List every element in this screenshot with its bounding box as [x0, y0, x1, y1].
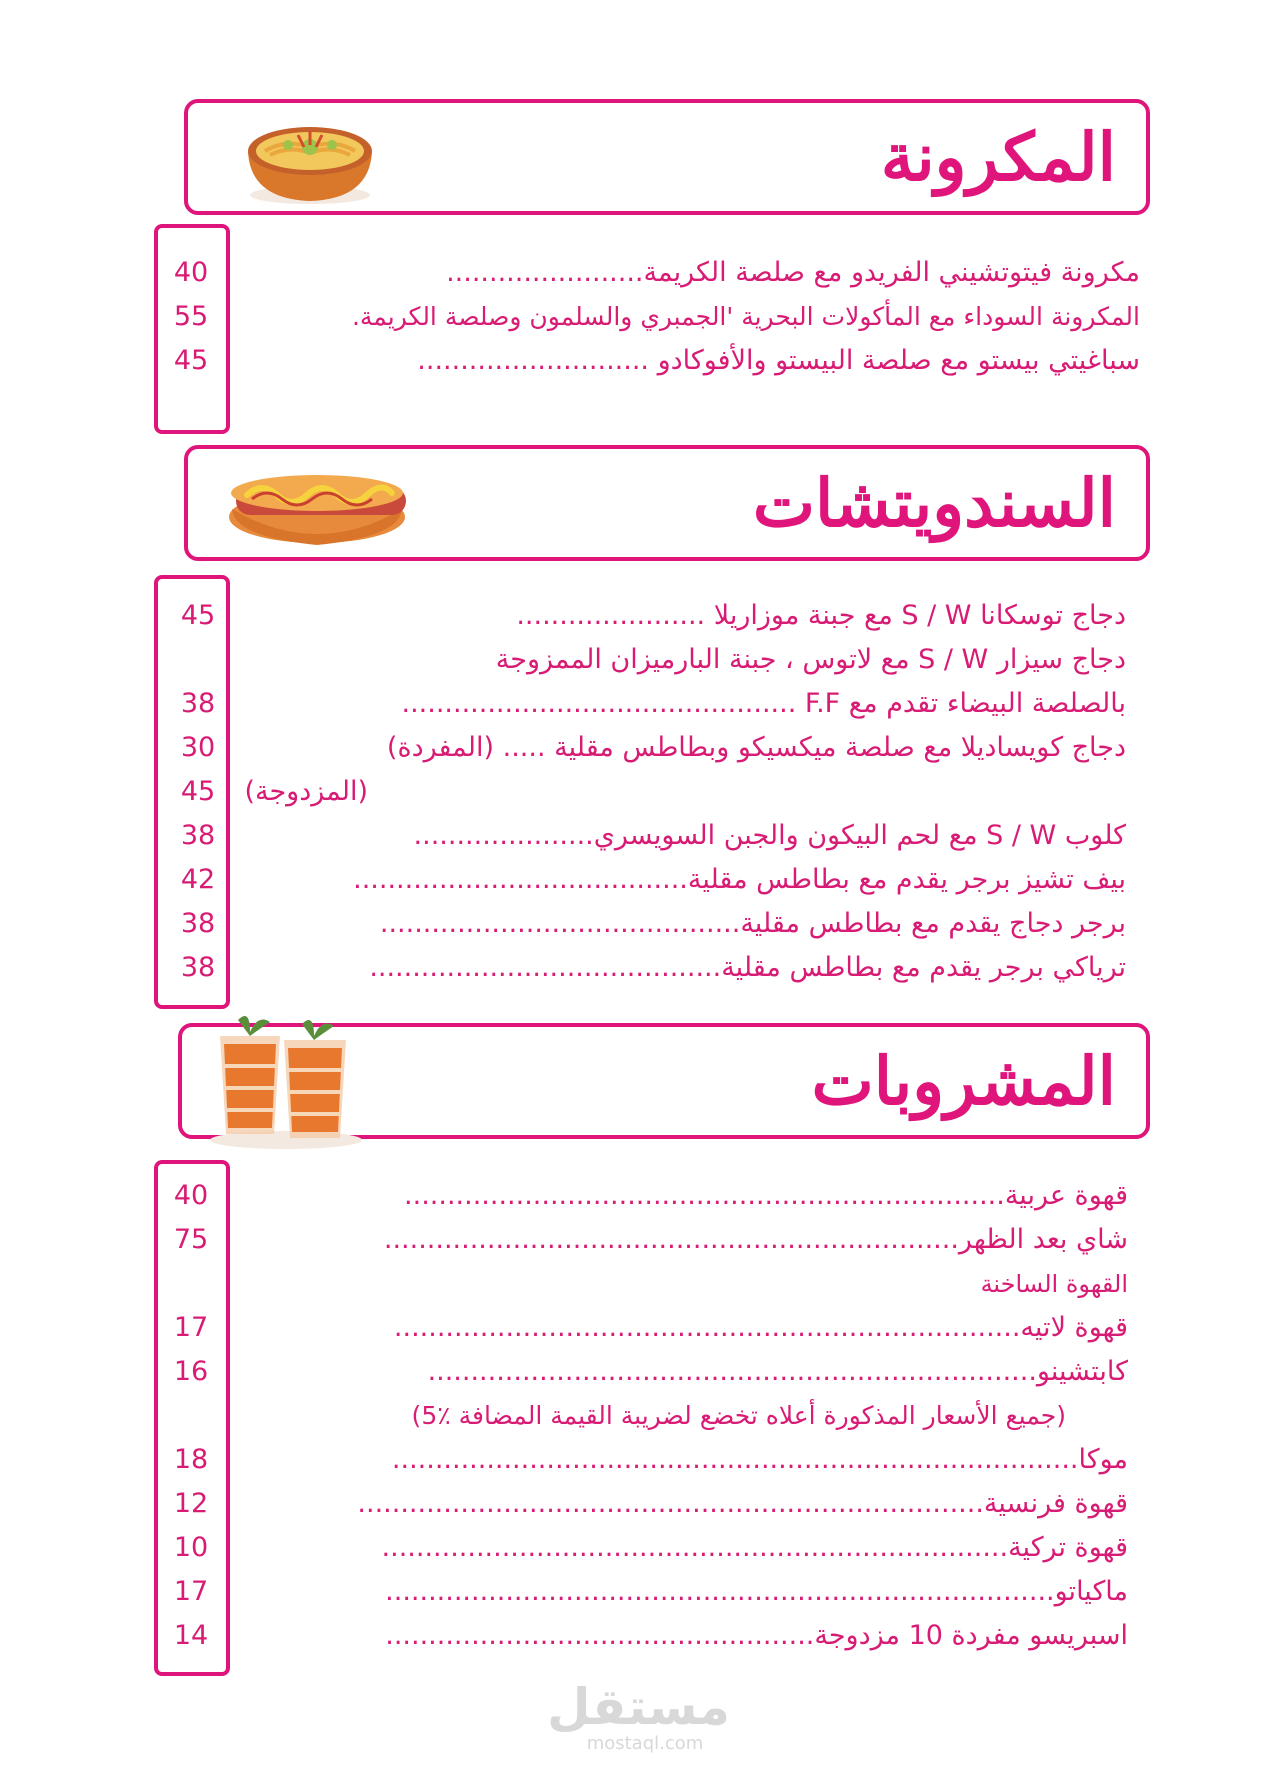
menu-item: قهوة عربية......................................................................	[404, 1180, 1128, 1211]
price-cell: 18	[173, 1444, 209, 1475]
price-cell: 16	[173, 1356, 209, 1387]
watermark-url: mostaql.com	[586, 1733, 704, 1754]
menu-item: ماكياتو..............................................................................	[385, 1576, 1128, 1607]
menu-item: موكا................................................................................	[391, 1444, 1128, 1475]
drinks-title: المشروبات	[811, 1042, 1116, 1120]
menu-item: قهوة لاتيه.........................................................................	[393, 1312, 1128, 1343]
price-cell: 38	[180, 820, 216, 851]
watermark-brand: مستقل	[547, 1678, 730, 1736]
price-cell: 55	[173, 301, 209, 332]
price-cell: 17	[173, 1576, 209, 1607]
price-cell: 17	[173, 1312, 209, 1343]
menu-item: برجر دجاج يقدم مع بطاطس مقلية..........................................	[379, 908, 1126, 939]
pasta-title: المكرونة	[880, 118, 1116, 196]
menu-item: دجاج توسكانا S / W مع جبنة موزاريلا ......................	[516, 600, 1126, 631]
menu-item: قهوة تركية.........................................................................	[381, 1532, 1128, 1563]
menu-item: المكرونة السوداء مع المأكولات البحرية 'الجمبري والسلمون وصلصة الكريمة.	[351, 302, 1140, 331]
price-cell: 75	[173, 1224, 209, 1255]
vat-note: (جميع الأسعار المذكورة أعلاه تخضع لضريبة القيمة المضافة ٪5)	[411, 1401, 1066, 1430]
menu-item: دجاج سيزار S / W مع لاتوس ، جبنة البارميزان الممزوجة	[495, 644, 1126, 675]
menu-item: مكرونة فيتوتشيني الفريدو مع صلصة الكريمة.......................	[446, 257, 1140, 288]
pasta-bowl-icon	[240, 109, 380, 209]
sandwiches-header	[184, 445, 1150, 561]
menu-item: كلوب S / W مع لحم البيكون والجبن السويسري.....................	[413, 820, 1126, 851]
price-cell: 38	[180, 952, 216, 983]
tea-glasses-icon	[206, 1010, 366, 1150]
price-cell: 12	[173, 1488, 209, 1519]
sandwiches-title: السندويتشات	[752, 464, 1116, 542]
menu-item: دجاج كويساديلا مع صلصة ميكسيكو وبطاطس مقلية ..... (المفردة)	[386, 732, 1126, 763]
menu-item: ترياكي برجر يقدم مع بطاطس مقلية.........................................	[369, 952, 1126, 983]
price-cell: 14	[173, 1620, 209, 1651]
menu-item: القهوة الساخنة	[980, 1270, 1128, 1298]
price-cell: 45	[180, 600, 216, 631]
price-cell: 45	[173, 345, 209, 376]
price-cell: 40	[173, 257, 209, 288]
menu-item: قهوة فرنسية.........................................................................	[357, 1488, 1128, 1519]
price-cell: 42	[180, 864, 216, 895]
pasta-header	[184, 99, 1150, 215]
menu-item: (المزدوجة)	[244, 776, 368, 807]
menu-item: سباغيتي بيستو مع صلصة البيستو والأفوكادو ...........................	[417, 345, 1140, 376]
price-cell: 40	[173, 1180, 209, 1211]
price-cell: 45	[180, 776, 216, 807]
menu-item: بالصلصة البيضاء تقدم مع F.F ..............................................	[401, 688, 1126, 719]
menu-item: بيف تشيز برجر يقدم مع بطاطس مقلية.......................................	[353, 864, 1126, 895]
watermark	[547, 1678, 730, 1754]
menu-item: شاي بعد الظهر...................................................................	[383, 1224, 1128, 1255]
menu-item: اسبريسو مفردة 10 مزدوجة..................................................	[385, 1620, 1128, 1651]
price-cell: 38	[180, 688, 216, 719]
menu-item: كابتشينو.......................................................................	[427, 1356, 1128, 1387]
price-cell: 10	[173, 1532, 209, 1563]
price-cell: 38	[180, 908, 216, 939]
price-cell: 30	[180, 732, 216, 763]
hotdog-icon	[222, 457, 412, 557]
